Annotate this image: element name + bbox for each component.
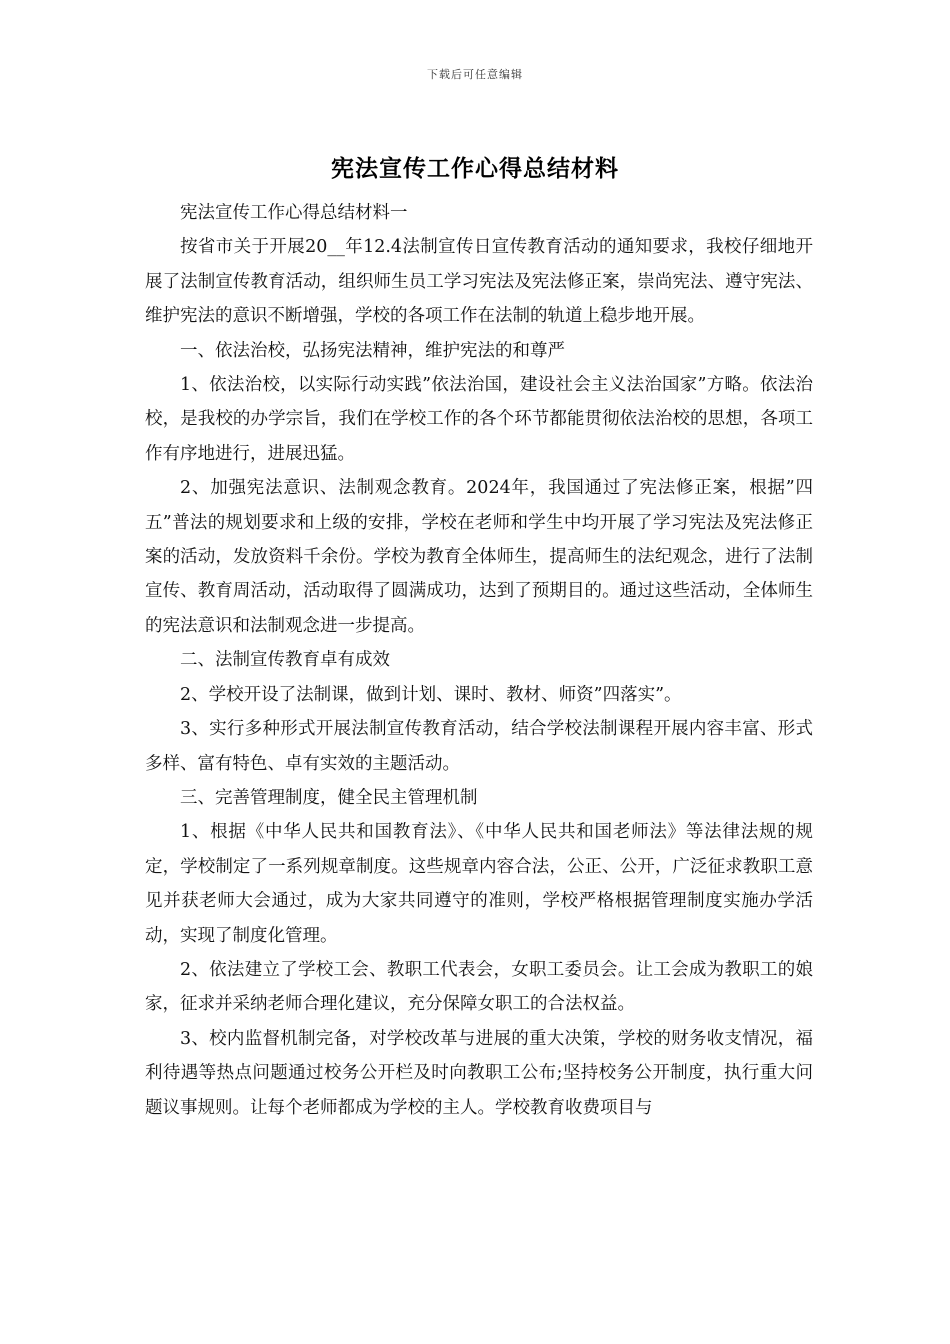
paragraph: 2、学校开设了法制课，做到计划、课时、教材、师资”四落实”。 [180,684,682,705]
paragraph: 3、校内监督机制完备，对学校改革与进展的重大决策，学校的财务收支情况，福利待遇等热点问题通过校务公开栏及时向教职工公布;坚持校务公开制度，执行重大问题议事规则。让每个老师都成为学校的主人。学校教育收费项目与 [145,1028,813,1118]
paragraph: 1、依法治校，以实际行动实践”依法治国，建设社会主义法治国家”方略。依法治校，是我校的办学宗旨，我们在学校工作的各个环节都能贯彻依法治校的思想，各项工作有序地进行，进展迅猛。 [145,375,813,464]
document-body [145,196,813,1125]
section-heading: 一、依法治校，弘扬宪法精神，维护宪法的和尊严 [180,340,565,361]
section-heading: 二、法制宣传教育卓有成效 [180,650,390,671]
paragraph: 1、根据《中华人民共和国教育法》、《中华人民共和国老师法》等法律法规的规定，学校制定了一系列规章制度。这些规章内容合法，公正、公开，广泛征求教职工意见并获老师大会通过，成为大家共同遵守的准则，学校严格根据管理制度实施办学活动，实现了制度化管理。 [145,822,813,946]
paragraph: 3、实行多种形式开展法制宣传教育活动，结合学校法制课程开展内容丰富、形式多样、富有特色、卓有实效的主题活动。 [145,719,813,774]
paragraph: 2、加强宪法意识、法制观念教育。2024年，我国通过了宪法修正案，根据”四五”普法的规划要求和上级的安排，学校在老师和学生中均开展了学习宪法及宪法修正案的活动，发放资料千余份。学校为教育全体师生，提高师生的法纪观念，进行了法制宣传、教育周活动，活动取得了圆满成功，达到了预期目的。通过这些活动，全体师生的宪法意识和法制观念进一步提高。 [145,478,813,636]
document-title: 宪法宣传工作心得总结材料 [331,155,619,182]
paragraph: 2、依法建立了学校工会、教职工代表会，女职工委员会。让工会成为教职工的娘家，征求并采纳老师合理化建议，充分保障女职工的合法权益。 [145,959,813,1015]
paragraph-subtitle: 宪法宣传工作心得总结材料一 [180,203,408,223]
paragraph: 按省市关于开展20__年12.4法制宣传日宣传教育活动的通知要求，我校仔细地开展了法制宣传教育活动，组织师生员工学习宪法及宪法修正案，崇尚宪法、遵守宪法、维护宪法的意识不断增强，学校的各项工作在法制的轨道上稳步地开展。 [145,237,813,327]
header-note: 下载后可任意编辑 [427,68,523,81]
section-heading: 三、完善管理制度，健全民主管理机制 [180,787,478,808]
